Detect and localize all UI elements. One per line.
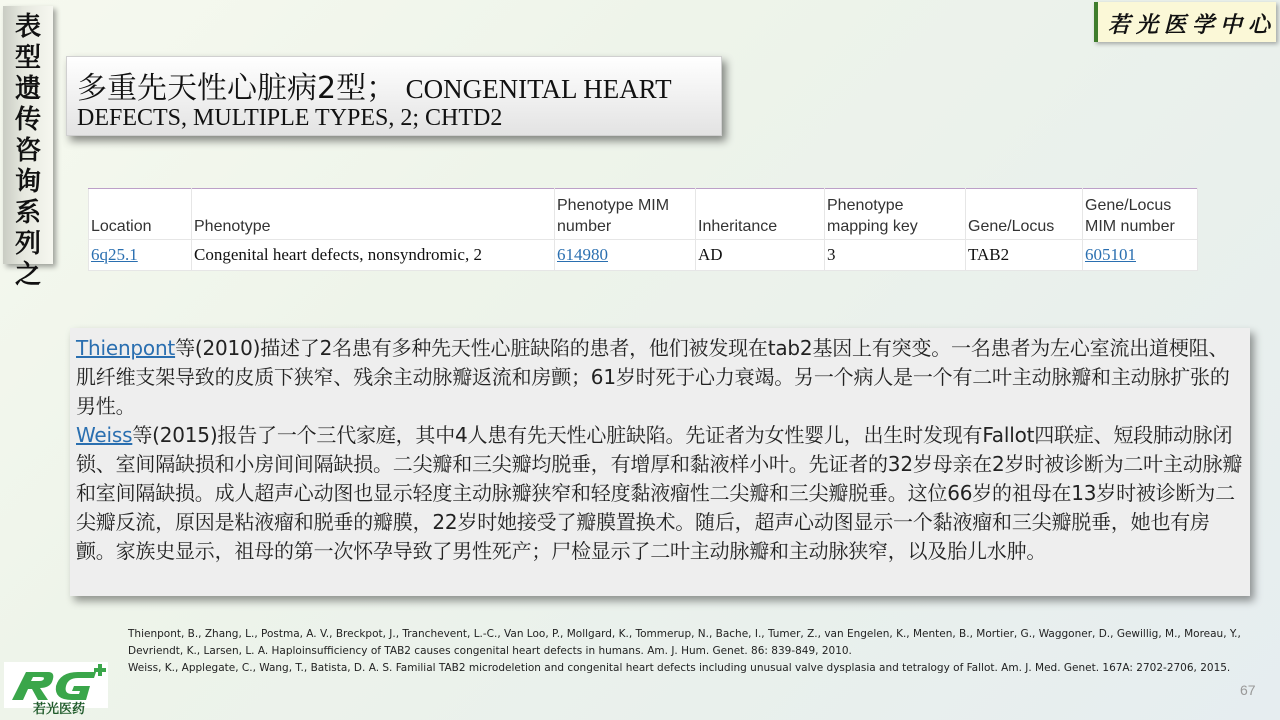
description-text: [76, 334, 1244, 566]
cell-gene-mim[interactable]: [1083, 240, 1198, 271]
reference-item: Weiss, K., Applegate, C., Wang, T., Batista, D. A. S. Familial TAB2 microdeletion and congenital heart defects including unusual valve dysplasia and tetralogy of Fallot. Am. J. Med. Genet. 167A: 2702-2706, 2015.: [128, 662, 1231, 674]
series-char: 之: [14, 260, 41, 290]
gene-mim-link[interactable]: 605101: [1085, 245, 1136, 264]
cell-gene-locus: TAB2: [966, 240, 1083, 271]
title-english-part2: DEFECTS, MULTIPLE TYPES, 2; CHTD2: [77, 105, 503, 131]
logo-caption: 若光医药: [32, 702, 85, 717]
series-char: 列: [14, 229, 41, 259]
cell-mapping-key: 3: [825, 240, 966, 271]
references: [128, 626, 1258, 677]
header-phenotype: Phenotype: [192, 189, 555, 240]
slide-title-box: [66, 56, 722, 136]
header-location: Location: [89, 189, 192, 240]
series-sidebar: [3, 6, 53, 290]
header-gene-mim: Gene/Locus MIM number: [1083, 189, 1198, 240]
description-box: [70, 328, 1250, 596]
title-separator: ；: [366, 71, 397, 106]
paragraph-weiss: [76, 421, 1244, 566]
brand-banner: [1094, 2, 1276, 42]
phenotype-mim-link[interactable]: 614980: [557, 245, 608, 264]
series-char: 系: [14, 198, 41, 228]
series-label: [3, 12, 53, 291]
header-mapping-key: Phenotype mapping key: [825, 189, 966, 240]
table-row: [89, 240, 1198, 271]
title-chinese: 多重先天性心脏病2型: [77, 71, 367, 106]
series-char: 遗: [14, 74, 41, 104]
reference-item: Thienpont, B., Zhang, L., Postma, A. V., Breckpot, J., Tranchevent, L.-C., Van Loo, P., Mollgard, K., Tommerup, N., Bache, I., Tumer, Z., van Engelen, K., Menten, B., Mortier, G., Waggoner, D., Gewillig, M., Moreau, Y., Devriendt, K., Larsen, L. A. Haploinsufficiency of TAB2 causes congenital heart defects in humans. Am. J. Hum. Genet. 86: 839-849, 2010.: [128, 628, 1241, 657]
series-char: 询: [14, 167, 41, 197]
location-link[interactable]: 6q25.1: [91, 245, 138, 264]
thienpont-link[interactable]: Thienpont: [76, 336, 176, 360]
cell-inheritance: AD: [696, 240, 825, 271]
series-char: 传: [14, 105, 41, 135]
title-line-1: [77, 63, 672, 107]
paragraph-thienpont: [76, 334, 1244, 421]
table-header-row: [89, 189, 1198, 240]
cell-phenotype-mim[interactable]: [555, 240, 696, 271]
series-char: 表: [14, 12, 41, 42]
page-number: 67: [1240, 682, 1256, 698]
title-english-part1: CONGENITAL HEART: [405, 74, 672, 104]
header-phenotype-mim: Phenotype MIM number: [555, 189, 696, 240]
cell-phenotype: Congenital heart defects, nonsyndromic, 2: [192, 240, 555, 271]
paragraph-thienpont-text: 等(2010)描述了2名患有多种先天性心脏缺陷的患者，他们被发现在tab2基因上有突变。一名患者为左心室流出道梗阻、肌纤维支架导致的皮质下狭窄、残余主动脉瓣返流和房颤；61岁时死于心力衰竭。另一个病人是一个有二叶主动脉瓣和主动脉扩张的男性。: [76, 336, 1230, 418]
weiss-link[interactable]: Weiss: [76, 423, 133, 447]
cell-location[interactable]: [89, 240, 192, 271]
header-inheritance: Inheritance: [696, 189, 825, 240]
header-gene-locus: Gene/Locus: [966, 189, 1083, 240]
paragraph-weiss-text: 等(2015)报告了一个三代家庭，其中4人患有先天性心脏缺陷。先证者为女性婴儿，出生时发现有Fallot四联症、短段肺动脉闭锁、室间隔缺损和小房间间隔缺损。二尖瓣和三尖瓣均脱垂，有增厚和黏液样小叶。先证者的32岁母亲在2岁时被诊断为二叶主动脉瓣和室间隔缺损。成人超声心动图也显示轻度主动脉瓣狭窄和轻度黏液瘤性二尖瓣和三尖瓣脱垂。这位66岁的祖母在13岁时被诊断为二尖瓣反流，原因是粘液瘤和脱垂的瓣膜，22岁时她接受了瓣膜置换术。随后，超声心动图显示一个黏液瘤和三尖瓣脱垂，她也有房颤。家族史显示，祖母的第一次怀孕导致了男性死产；尸检显示了二叶主动脉瓣和主动脉狭窄，以及胎儿水肿。: [76, 423, 1243, 563]
brand-name: 若光医学中心: [1108, 12, 1277, 38]
phenotype-table: [88, 188, 1198, 271]
series-char: 型: [14, 43, 41, 73]
series-char: 咨: [14, 136, 41, 166]
